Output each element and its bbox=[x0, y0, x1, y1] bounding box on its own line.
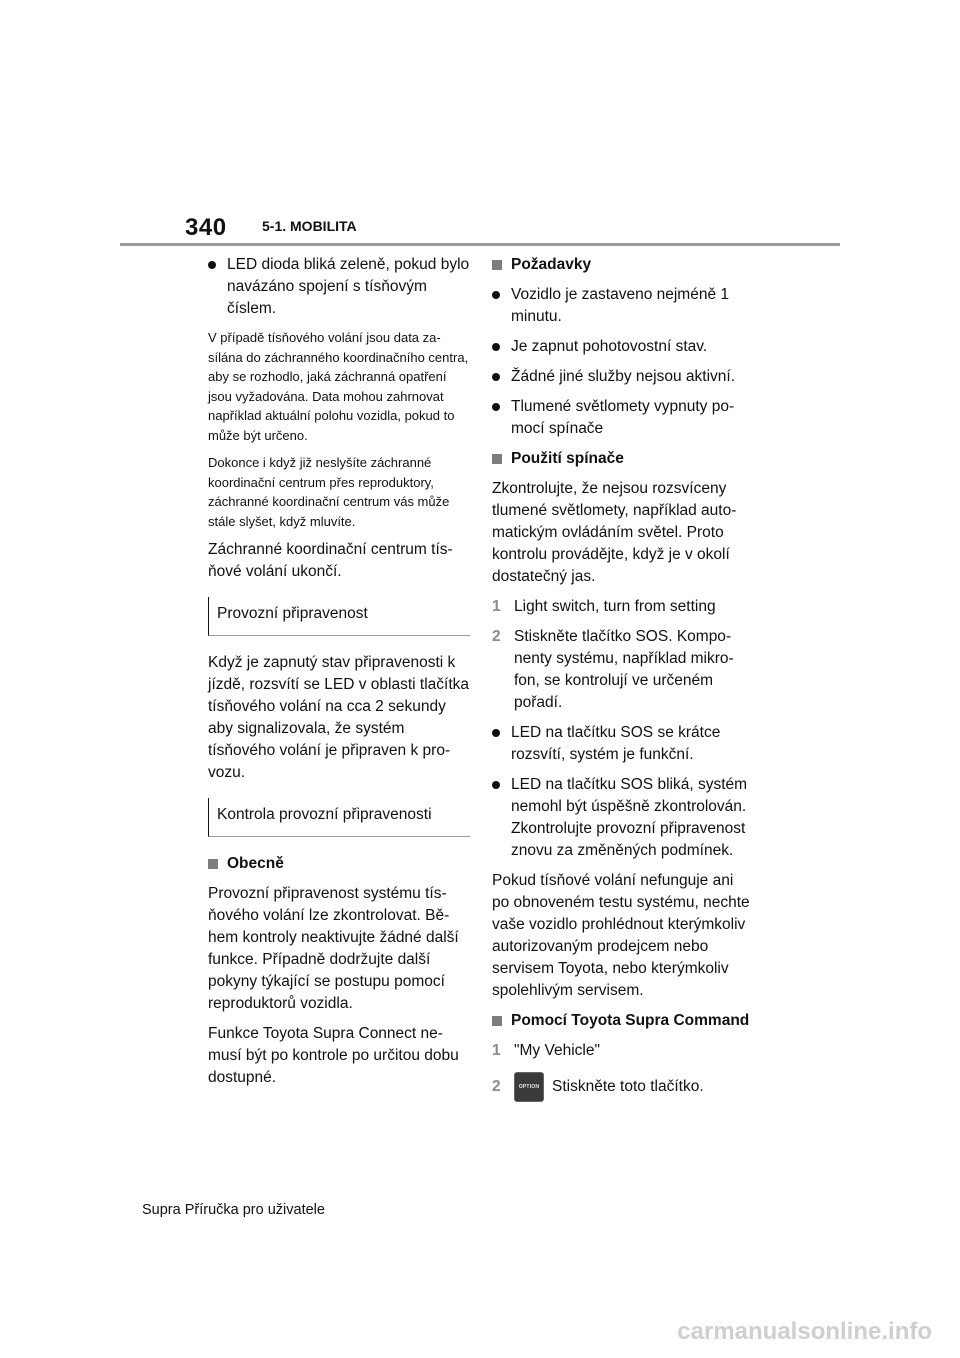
option-button-icon: OPTION bbox=[514, 1072, 544, 1102]
note-paragraph: V případě tísňového volání jsou data zasílána do záchranného koordinačního centra, aby se rozhodlo, jaká záchranná opatření jsou vyžadována. Data mohou zahrnovat například aktuální polohu vozidla, pokud to může být určeno. bbox=[208, 330, 469, 443]
subsection-title-box: Provozní připravenost bbox=[208, 597, 470, 636]
body-paragraph: Funkce Toyota Supra Connect nemusí být po kontrole po určitou dobu dostupné. bbox=[208, 1025, 459, 1086]
step-item: 2 Stiskněte tlačítko SOS. Komponenty systému, například mikrofon, se kontrolují ve určeném pořadí. bbox=[492, 628, 734, 711]
bullet-item: Žádné jiné služby nejsou aktivní. bbox=[492, 366, 754, 388]
page-footer: Supra Příručka pro uživatele bbox=[142, 1202, 325, 1218]
section-title: 5-1. MOBILITA bbox=[262, 218, 357, 234]
body-paragraph: Zkontrolujte, že nejsou rozsvíceny tlumené světlomety, například automatickým ovládáním světel. Proto kontrolu provádějte, když je v okolí dostatečný jas. bbox=[492, 480, 737, 585]
section-heading: Požadavky bbox=[492, 254, 754, 276]
body-paragraph: Provozní připravenost systému tísňového volání lze zkontrolovat. Během kontroly neaktivujte žádné další funkce. Případně dodržujte další pokyny týkající se postupu pomocí reproduktorů vozidla. bbox=[208, 885, 459, 1012]
bullet-item: Tlumené světlomety vypnuty pomocí spínače bbox=[492, 396, 754, 440]
bullet-dot-icon bbox=[492, 781, 500, 789]
page-number: 340 bbox=[185, 214, 227, 241]
bullet-dot-icon bbox=[208, 261, 216, 269]
bullet-dot-icon bbox=[492, 729, 500, 737]
body-paragraph: Když je zapnutý stav připravenosti k jízdě, rozsvítí se LED v oblasti tlačítka tísňového volání na cca 2 sekundy aby signalizovala, že systém tísňového volání je připraven k provozu. bbox=[208, 654, 470, 781]
square-bullet-icon bbox=[492, 1016, 502, 1026]
bullet-dot-icon bbox=[492, 291, 500, 299]
square-bullet-icon bbox=[208, 859, 218, 869]
body-paragraph: Záchranné koordinační centrum tísňové volání ukončí. bbox=[208, 541, 453, 580]
step-item-with-icon: 2 OPTION Stiskněte toto tlačítko. bbox=[492, 1072, 754, 1102]
bullet-dot-icon bbox=[492, 373, 500, 381]
bullet-dot-icon bbox=[492, 343, 500, 351]
right-column bbox=[492, 254, 754, 1102]
section-heading: Obecně bbox=[208, 853, 470, 875]
bullet-item: LED dioda bliká zeleně, pokud bylo navázáno spojení s tísňovým číslem. bbox=[208, 254, 470, 320]
step-item: 1 Light switch, turn from setting bbox=[492, 598, 716, 615]
section-heading: Pomocí Toyota Supra Command bbox=[492, 1010, 754, 1032]
body-paragraph: Pokud tísňové volání nefunguje ani po obnoveném testu systému, nechte vaše vozidlo prohlédnout kterýmkoliv autorizovaným prodejcem nebo servisem Toyota, nebo kterýmkoliv spolehlivým servisem. bbox=[492, 872, 750, 999]
bullet-item: LED na tlačítku SOS bliká, systém nemohl být úspěšně zkontrolován. Zkontrolujte provozní připravenost znovu za změněných podmínek. bbox=[492, 774, 754, 862]
note-paragraph: Dokonce i když již neslyšíte záchranné koordinační centrum přes reproduktory, záchranné koordinační centrum vás může stále slyšet, když mluvíte. bbox=[208, 455, 450, 529]
bullet-item: Vozidlo je zastaveno nejméně 1 minutu. bbox=[492, 284, 754, 328]
header-rule bbox=[120, 243, 840, 246]
square-bullet-icon bbox=[492, 454, 502, 464]
section-heading: Použití spínače bbox=[492, 448, 754, 470]
bullet-item: LED na tlačítku SOS se krátce rozsvítí, systém je funkční. bbox=[492, 722, 754, 766]
left-column bbox=[208, 254, 470, 1097]
subsection-title-box: Kontrola provozní připravenosti bbox=[208, 798, 470, 837]
step-item: 1 "My Vehicle" bbox=[492, 1042, 600, 1059]
square-bullet-icon bbox=[492, 260, 502, 270]
bullet-item: Je zapnut pohotovostní stav. bbox=[492, 336, 754, 358]
watermark: carmanualsonline.info bbox=[677, 1318, 932, 1345]
page-header bbox=[0, 0, 960, 250]
bullet-dot-icon bbox=[492, 403, 500, 411]
